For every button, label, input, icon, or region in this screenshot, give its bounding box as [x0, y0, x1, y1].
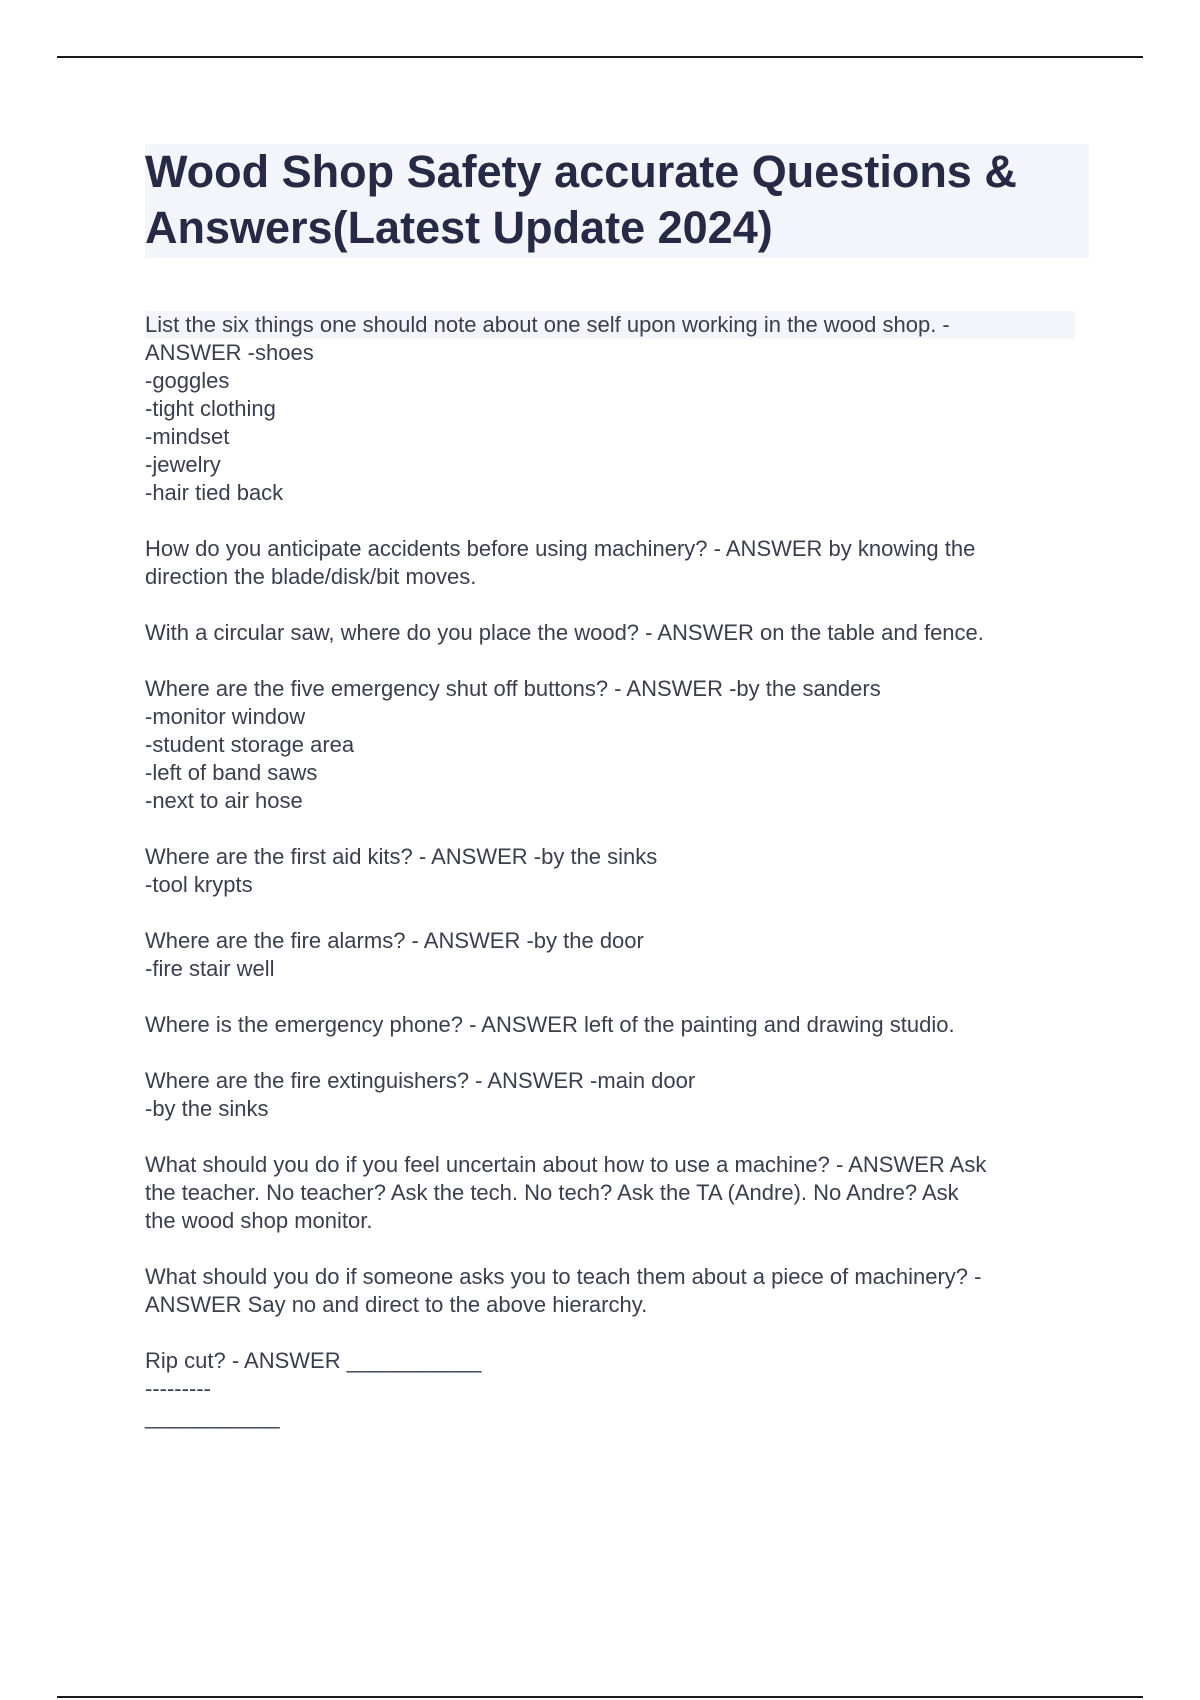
document-title [145, 144, 1089, 256]
qa-line: -hair tied back [145, 480, 284, 505]
qa-line: Where are the fire extinguishers? - ANSWER -main door [145, 1068, 696, 1093]
qa-line: -tool krypts [145, 872, 253, 897]
qa-item [145, 1067, 1075, 1123]
qa-line: Where are the fire alarms? - ANSWER -by the door [145, 928, 644, 953]
qa-line: ANSWER Say no and direct to the above hierarchy. [145, 1292, 648, 1317]
title-block [145, 144, 1089, 258]
qa-line: ___________ [145, 1404, 280, 1429]
qa-line: -student storage area [145, 732, 355, 757]
qa-line: -mindset [145, 424, 230, 449]
qa-item [145, 675, 1075, 815]
qa-line: Where is the emergency phone? - ANSWER left of the painting and drawing studio. [145, 1012, 955, 1037]
qa-line: the wood shop monitor. [145, 1208, 373, 1233]
qa-line: the teacher. No teacher? Ask the tech. No tech? Ask the TA (Andre). No Andre? Ask [145, 1180, 959, 1205]
qa-line: -tight clothing [145, 396, 276, 421]
qa-item [145, 843, 1075, 899]
qa-line: -left of band saws [145, 760, 318, 785]
qa-line: direction the blade/disk/bit moves. [145, 564, 477, 589]
qa-list [145, 311, 1075, 1459]
qa-line: With a circular saw, where do you place the wood? - ANSWER on the table and fence. [145, 620, 984, 645]
qa-line: -goggles [145, 368, 230, 393]
qa-line: What should you do if you feel uncertain about how to use a machine? - ANSWER Ask [145, 1152, 987, 1177]
qa-line: Where are the first aid kits? - ANSWER -by the sinks [145, 844, 658, 869]
qa-item [145, 619, 1075, 647]
qa-line: -monitor window [145, 704, 306, 729]
qa-line: -next to air hose [145, 788, 303, 813]
qa-line: -fire stair well [145, 956, 275, 981]
qa-line: How do you anticipate accidents before using machinery? - ANSWER by knowing the [145, 536, 976, 561]
bottom-rule [57, 1696, 1143, 1698]
title-line: Wood Shop Safety accurate Questions & [145, 146, 1017, 197]
qa-item [145, 535, 1075, 591]
qa-line: Where are the five emergency shut off buttons? - ANSWER -by the sanders [145, 676, 881, 701]
qa-item [145, 1263, 1075, 1319]
title-line: Answers(Latest Update 2024) [145, 202, 773, 253]
qa-item [145, 927, 1075, 983]
top-rule [57, 56, 1143, 58]
qa-line: -by the sinks [145, 1096, 269, 1121]
qa-item [145, 1347, 1075, 1431]
qa-line: What should you do if someone asks you to teach them about a piece of machinery? - [145, 1264, 982, 1289]
qa-line: -jewelry [145, 452, 221, 477]
qa-line: List the six things one should note about one self upon working in the wood shop. - [145, 311, 1075, 339]
qa-item [145, 1011, 1075, 1039]
qa-item [145, 311, 1075, 507]
qa-item [145, 1151, 1075, 1235]
qa-line: ANSWER -shoes [145, 340, 314, 365]
qa-line: --------- [145, 1376, 211, 1401]
qa-line: Rip cut? - ANSWER ___________ [145, 1348, 482, 1373]
